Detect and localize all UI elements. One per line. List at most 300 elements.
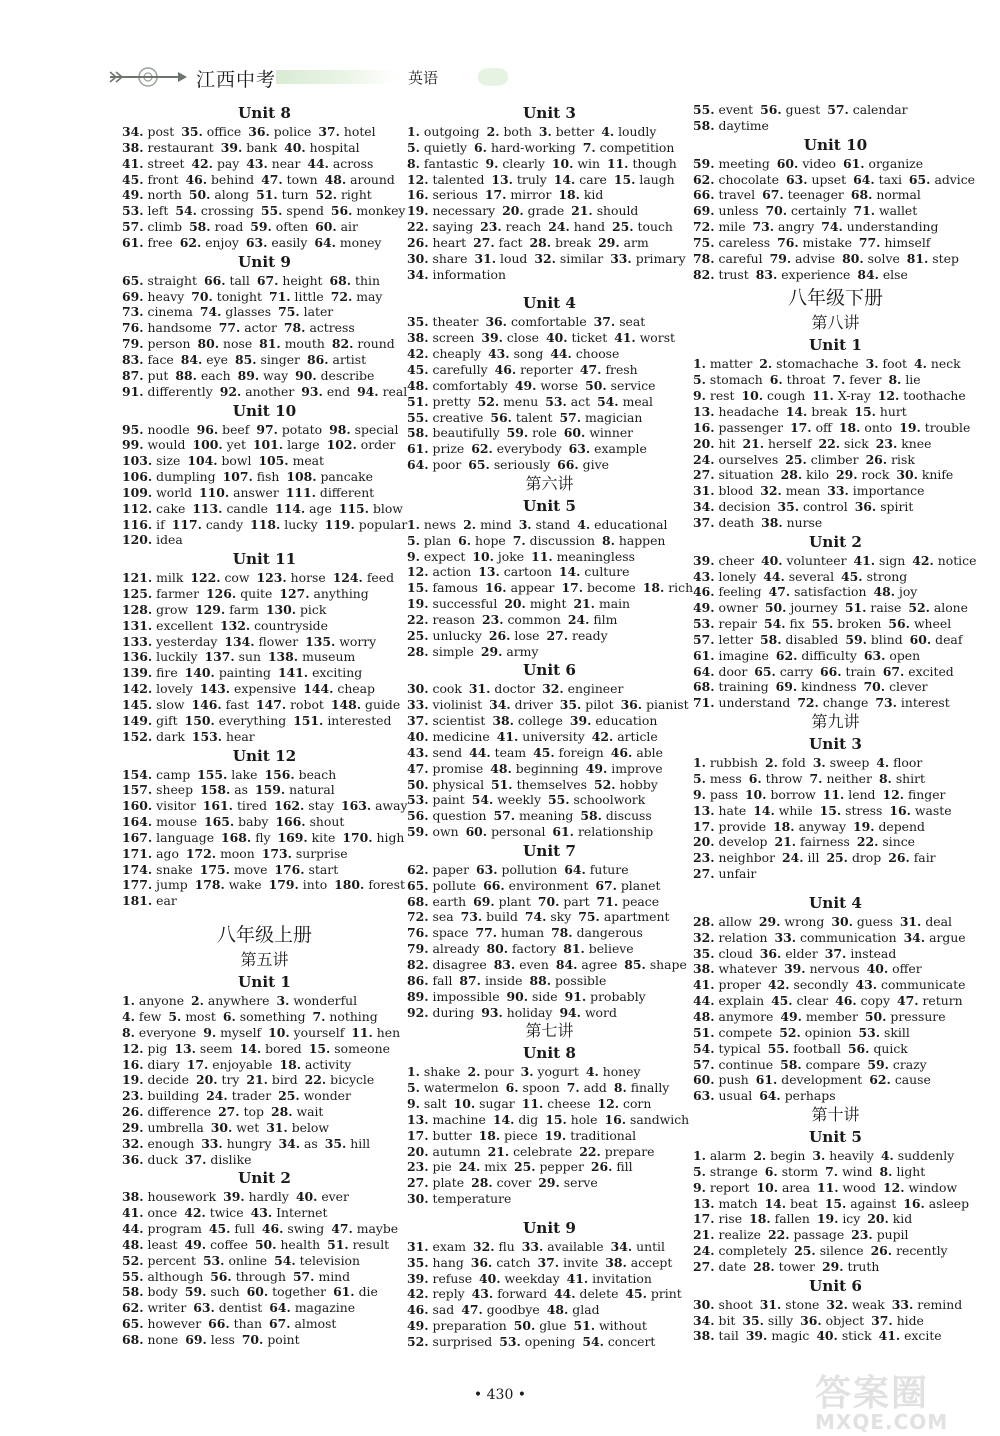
item-word: bored [265, 1040, 302, 1056]
item-number: 168. [221, 829, 252, 845]
item-number: 29. [836, 467, 858, 483]
vocab-item [185, 172, 254, 187]
item-word: main [598, 596, 631, 612]
vocab-item [693, 118, 769, 133]
item-number: 157. [122, 782, 153, 798]
item-number: 23. [480, 219, 502, 235]
item-number: 161. [202, 798, 233, 814]
item-word: alone [933, 600, 968, 616]
item-word: pick [300, 601, 327, 617]
item-word: earth [432, 893, 467, 909]
vocab-line [693, 118, 978, 134]
item-number: 38. [605, 1254, 627, 1270]
vocab-line [693, 787, 978, 803]
item-number: 117. [171, 516, 202, 532]
vocab-line [693, 1009, 978, 1025]
item-word: cake [156, 500, 186, 516]
item-word: neither [826, 771, 872, 786]
item-number: 12. [407, 171, 429, 187]
header-decoration [276, 70, 396, 84]
vocab-item [331, 1221, 398, 1236]
item-number: 55. [767, 1040, 790, 1056]
item-number: 51. [491, 776, 513, 792]
vocab-line [407, 410, 692, 426]
item-word: decide [147, 1072, 189, 1088]
item-word: already [432, 941, 480, 957]
item-word: neck [930, 356, 961, 372]
item-number: 68. [693, 679, 715, 695]
item-number: 12. [597, 1096, 620, 1112]
item-word: carry [779, 663, 813, 679]
item-word: wrong [784, 913, 825, 929]
unit-heading: Unit 8 [238, 104, 291, 122]
arrow-logo-icon [108, 66, 188, 88]
item-number: 5. [693, 1163, 706, 1179]
vocab-item [848, 1041, 908, 1056]
item-word: maybe [356, 1221, 399, 1237]
item-word: inside [484, 972, 523, 988]
unit-heading: Unit 5 [809, 1128, 862, 1147]
item-number: 87. [122, 367, 144, 383]
item-number: 8. [613, 1080, 627, 1096]
vocab-item [693, 850, 775, 865]
item-number: 48. [122, 1236, 144, 1252]
item-number: 64. [314, 234, 336, 250]
item-word: cow [224, 570, 250, 586]
item-word: anyone [138, 993, 185, 1009]
item-word: situation [718, 467, 774, 483]
vocab-item [472, 792, 541, 807]
vocab-item [471, 441, 561, 456]
vocab-line [693, 569, 978, 585]
item-word: poor [432, 457, 462, 473]
vocab-item [693, 372, 763, 387]
vocab-item [892, 1297, 962, 1312]
item-word: worst [639, 330, 676, 346]
vocab-item [914, 356, 961, 371]
item-number: 54. [597, 393, 619, 409]
item-number: 39. [569, 713, 592, 729]
item-word: offer [892, 961, 922, 977]
vocab-line [122, 1300, 407, 1316]
vocab-item [904, 930, 966, 945]
vocab-item [211, 1120, 259, 1135]
item-number: 9. [203, 1024, 217, 1040]
item-number: 37. [184, 1151, 207, 1167]
vocab-line [122, 1284, 407, 1300]
item-word: cover [496, 1175, 532, 1191]
item-word: different [319, 484, 375, 500]
item-word: dislike [210, 1151, 252, 1167]
unit-heading: Unit 7 [523, 841, 576, 860]
vocab-item [122, 273, 197, 288]
item-word: hear [226, 728, 255, 744]
vocab-item [262, 1221, 324, 1236]
vocab-line [693, 771, 978, 787]
vocab-item [777, 156, 836, 171]
item-number: 80. [842, 250, 864, 266]
vocab-item [693, 961, 777, 976]
vocab-item [256, 422, 322, 437]
vocab-item [560, 410, 643, 425]
vocab-item [780, 1009, 858, 1024]
item-word: kid [892, 1211, 913, 1227]
vocab-item [122, 830, 214, 845]
vocab-item [122, 634, 217, 649]
item-number: 73. [875, 695, 897, 711]
item-word: wallet [879, 203, 918, 219]
vocab-item [475, 925, 544, 940]
item-word: idea [156, 532, 183, 548]
item-word: hate [718, 802, 747, 818]
item-word: space [432, 925, 469, 941]
item-word: high [376, 829, 405, 845]
vocab-item [854, 553, 906, 568]
item-word: grade [527, 203, 565, 219]
item-word: break [555, 234, 592, 250]
item-number: 72. [330, 288, 353, 304]
vocab-item [569, 441, 647, 456]
vocab-item [753, 219, 815, 234]
item-number: 57. [827, 102, 849, 117]
item-number: 43. [246, 155, 268, 171]
item-number: 64. [693, 663, 715, 679]
vocab-item [122, 1300, 186, 1315]
item-word: around [350, 171, 395, 187]
item-number: 129. [195, 601, 226, 617]
vocab-item [591, 1159, 633, 1174]
vocab-item [407, 1175, 464, 1190]
vocab-item [255, 1237, 320, 1252]
item-word: journey [790, 600, 838, 616]
item-word: secondly [793, 977, 849, 993]
vocab-item [407, 909, 454, 924]
vocab-item [693, 187, 755, 202]
item-number: 8. [601, 532, 615, 548]
vocab-item [122, 469, 216, 484]
page-header [108, 62, 528, 92]
vocab-item [407, 941, 479, 956]
item-number: 2. [764, 755, 778, 771]
item-word: guide [365, 697, 401, 712]
vocab-item [184, 1205, 243, 1220]
vocab-item [122, 1088, 199, 1103]
item-number: 78. [283, 320, 306, 336]
item-number: 45. [122, 171, 144, 187]
vocab-item [826, 850, 881, 865]
vocab-item [765, 1196, 818, 1211]
item-number: 21. [693, 1227, 715, 1243]
item-number: 43. [407, 744, 429, 760]
item-word: stress [845, 802, 883, 818]
vocab-item [480, 219, 541, 234]
vocab-item [693, 1148, 746, 1163]
item-number: 70. [241, 1332, 264, 1347]
item-word: mess [709, 771, 742, 786]
vocab-line [693, 679, 978, 695]
item-number: 47. [896, 993, 919, 1009]
item-word: completely [718, 1243, 788, 1259]
item-number: 5. [407, 1080, 420, 1096]
vocab-item [825, 946, 896, 961]
item-number: 63. [476, 861, 498, 877]
item-word: across [332, 155, 374, 171]
item-number: 30. [896, 467, 918, 483]
item-number: 35. [181, 124, 203, 139]
item-word: kite [311, 829, 336, 845]
vocab-item [883, 1180, 957, 1195]
vocab-item [407, 1334, 492, 1349]
item-number: 30. [210, 1119, 233, 1135]
item-number: 62. [179, 234, 202, 250]
vocab-line [407, 792, 692, 808]
vocab-item [760, 1297, 820, 1312]
item-word: rest [709, 388, 735, 404]
item-word: spirit [880, 499, 914, 515]
grade-heading: 八年级下册 [787, 287, 883, 310]
item-number: 34. [489, 697, 511, 713]
item-word: potato [281, 421, 323, 437]
lecture-heading: 第九讲 [811, 712, 860, 732]
item-number: 11. [812, 388, 834, 404]
vocab-item [567, 1271, 652, 1286]
item-number: 6. [222, 1008, 236, 1024]
vocab-line [407, 187, 692, 203]
vocab-item [458, 533, 506, 548]
item-number: 71. [269, 288, 291, 304]
item-word: artist [332, 351, 367, 367]
vocab-item [467, 1064, 513, 1079]
vocab-line [122, 782, 407, 798]
vocab-line [407, 362, 692, 378]
item-number: 97. [256, 421, 278, 437]
item-word: understand [718, 695, 791, 711]
vocab-item [900, 914, 952, 929]
item-number: 36. [485, 314, 507, 330]
item-word: promise [432, 760, 484, 776]
item-word: football [793, 1040, 841, 1056]
item-word: comfortably [432, 377, 508, 393]
item-number: 64. [407, 457, 429, 473]
vocab-item [476, 862, 557, 877]
vocab-item [559, 1005, 616, 1020]
item-word: mix [484, 1159, 507, 1175]
item-word: try [221, 1072, 240, 1088]
item-number: 10. [756, 1179, 779, 1195]
item-number: 85. [624, 956, 646, 972]
item-word: program [147, 1221, 202, 1237]
vocab-item [407, 957, 487, 972]
item-number: 45. [208, 1221, 231, 1237]
vocab-item [876, 436, 932, 451]
vocab-item [203, 1253, 267, 1268]
vocab-line [407, 973, 692, 989]
item-word: beat [790, 1195, 818, 1211]
item-word: baby [238, 814, 269, 830]
vocab-item [407, 808, 487, 823]
item-number: 60. [563, 425, 586, 441]
item-number: 20. [693, 834, 715, 850]
vocab-line [122, 1269, 407, 1285]
vocab-item [771, 993, 828, 1008]
item-number: 30. [407, 250, 429, 266]
item-word: sky [550, 909, 572, 925]
vocab-item [759, 1088, 835, 1103]
item-word: normal [876, 187, 921, 203]
item-word: seat [619, 314, 646, 330]
item-word: service [610, 377, 656, 393]
item-word: health [280, 1236, 321, 1252]
vocab-item [693, 356, 752, 371]
item-word: result [352, 1236, 390, 1252]
item-number: 36. [248, 124, 270, 139]
item-number: 24. [458, 1159, 481, 1175]
item-word: laugh [639, 171, 675, 187]
item-word: trouble [924, 419, 971, 435]
item-word: fill [616, 1159, 633, 1175]
item-word: lovely [156, 681, 193, 697]
item-number: 100. [192, 437, 223, 453]
vocab-line [122, 352, 407, 368]
vocab-item [693, 1259, 746, 1274]
item-word: such [210, 1284, 240, 1300]
item-word: glad [572, 1302, 600, 1318]
item-number: 174. [122, 861, 153, 877]
vocab-item [313, 1009, 378, 1024]
vocab-line [122, 846, 407, 862]
vocab-item [193, 1300, 262, 1315]
item-number: 95. [122, 421, 144, 437]
item-word: lose [514, 627, 540, 643]
vocab-item [813, 755, 869, 770]
item-number: 116. [122, 516, 153, 532]
vocab-item [851, 187, 921, 202]
vocab-line [122, 1332, 407, 1348]
item-word: street [147, 155, 185, 171]
vocab-item [586, 1064, 641, 1079]
vocab-line [407, 1096, 692, 1112]
lecture-heading: 第六讲 [525, 473, 574, 493]
item-word: town [286, 171, 318, 187]
item-word: although [147, 1268, 204, 1284]
column-3 [693, 102, 978, 1344]
vocab-line [122, 1189, 407, 1205]
item-number: 62. [471, 441, 493, 457]
vocab-item [407, 713, 485, 728]
vocab-item [314, 235, 381, 250]
vocab-item [122, 203, 168, 218]
vocab-line [693, 930, 978, 946]
item-word: pig [147, 1040, 168, 1056]
vocab-item [122, 156, 184, 171]
vocab-item [580, 362, 638, 377]
item-word: gift [156, 712, 178, 728]
item-word: little [294, 288, 324, 304]
vocab-item [471, 1175, 531, 1190]
item-word: excited [908, 663, 954, 679]
vocab-item [206, 586, 272, 601]
item-word: cheese [547, 1096, 591, 1112]
item-word: several [788, 568, 835, 584]
vocab-item [331, 697, 400, 712]
vocab-item [258, 453, 324, 468]
vocab-item [461, 909, 518, 924]
item-number: 7. [825, 1163, 839, 1179]
item-number: 56. [407, 808, 429, 824]
item-number: 35. [742, 1312, 764, 1328]
item-number: 159. [254, 782, 286, 798]
item-word: silly [767, 1312, 794, 1328]
item-number: 106. [122, 469, 153, 485]
item-word: dark [156, 728, 185, 744]
vocab-item [585, 378, 655, 393]
vocab-item [331, 289, 383, 304]
item-word: talented [432, 171, 485, 187]
item-number: 5. [168, 1008, 182, 1024]
item-word: until [636, 1238, 665, 1254]
vocab-item [533, 745, 604, 760]
spacer [407, 1207, 692, 1217]
vocab-item [318, 124, 375, 139]
vocab-line [122, 172, 407, 188]
vocab-line [407, 777, 692, 793]
item-number: 90. [295, 367, 317, 383]
item-word: actor [244, 320, 277, 336]
vocab-line [122, 681, 407, 697]
vocab-item [192, 697, 249, 712]
grade-heading: 八年级上册 [216, 924, 312, 947]
item-word: ourselves [718, 451, 779, 467]
item-number: 59. [407, 824, 429, 840]
item-word: train [845, 663, 876, 679]
vocab-item [693, 616, 757, 631]
vocab-item [487, 124, 532, 139]
item-number: 16. [889, 802, 911, 818]
vocab-line [407, 203, 692, 219]
vocab-item [601, 124, 656, 139]
item-word: sugar [479, 1096, 515, 1112]
item-number: 28. [471, 1175, 493, 1191]
item-number: 158. [200, 782, 231, 798]
item-word: advice [934, 171, 975, 187]
vocab-item [879, 771, 925, 786]
vocab-line [693, 156, 978, 172]
item-word: doctor [494, 681, 536, 697]
item-word: police [273, 124, 312, 139]
spacer [407, 282, 692, 292]
item-number: 18. [749, 1211, 771, 1227]
item-word: sick [843, 435, 869, 451]
vocab-item [471, 1255, 531, 1270]
item-number: 79. [122, 336, 144, 352]
vocab-item [693, 771, 742, 786]
vocab-item [693, 499, 770, 514]
unit-heading: Unit 3 [809, 735, 862, 754]
vocab-item [407, 745, 462, 760]
item-word: sad [432, 1302, 455, 1318]
item-number: 7. [832, 372, 846, 388]
item-number: 37. [318, 124, 340, 139]
vocab-item [122, 618, 213, 633]
item-word: future [589, 861, 629, 877]
vocab-item [774, 834, 849, 849]
item-number: 48. [546, 1302, 569, 1318]
item-word: screen [432, 330, 475, 346]
item-word: pass [709, 786, 738, 802]
vocab-item [693, 1313, 735, 1328]
vocab-item [407, 1128, 472, 1143]
item-word: foreign [558, 744, 604, 760]
